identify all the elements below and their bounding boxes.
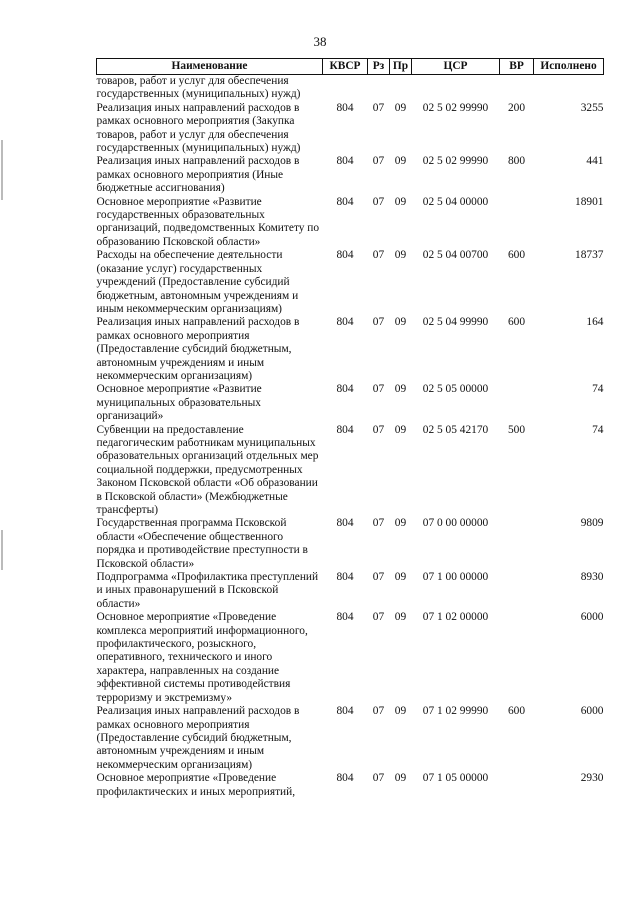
- row-pr: 09: [394, 383, 407, 396]
- row-name: Основное мероприятие «Развитие муниципальных образовательных организаций»: [96, 383, 262, 423]
- row-kvsr: 804: [336, 316, 354, 329]
- table-row: [97, 75, 604, 102]
- row-rz: 07: [372, 772, 385, 785]
- row-csr: 02 5 04 00700: [422, 249, 489, 262]
- row-rz: [368, 75, 390, 102]
- row-csr: 02 5 02 99990: [422, 155, 489, 168]
- row-done: 8930: [580, 571, 604, 584]
- row-kvsr: 804: [336, 705, 354, 718]
- row-name: Подпрограмма «Профилактика преступлений и иных правонарушений в Псковской области»: [96, 571, 319, 610]
- row-pr: 09: [394, 611, 407, 624]
- row-pr: 09: [394, 423, 407, 436]
- row-rz: 07: [372, 383, 385, 396]
- row-rz: 07: [372, 705, 385, 718]
- table-row: [97, 611, 604, 705]
- row-done: 9809: [580, 517, 604, 530]
- row-name: Расходы на обеспечение деятельности (оказание услуг) государственных учреждений (Предоставление субсидий бюджетным, автономным учреждениям и иным некоммерческим организациям): [96, 249, 299, 315]
- row-rz: 07: [372, 517, 385, 530]
- row-vr: 600: [507, 316, 526, 329]
- row-name: Основное мероприятие «Проведение профилактических и иных мероприятий,: [96, 772, 296, 798]
- scan-edge-mark: [1, 140, 3, 200]
- header-vr: ВР: [500, 59, 534, 75]
- row-name: товаров, работ и услуг для обеспечения государственных (муниципальных) нужд): [96, 75, 301, 101]
- row-csr: 07 0 00 00000: [422, 517, 489, 530]
- row-done: 74: [592, 423, 604, 436]
- row-vr: 200: [507, 101, 526, 114]
- row-name: Реализация иных направлений расходов в рамках основного мероприятия (Предоставление субсидий бюджетным, автономным учреждениям и иным некоммерческим организациям): [96, 705, 300, 771]
- row-csr: [412, 75, 500, 102]
- row-csr: 07 1 00 00000: [422, 571, 489, 584]
- table-row: [97, 102, 604, 156]
- header-done: Исполнено: [534, 59, 604, 75]
- row-done: 164: [586, 316, 604, 329]
- row-csr: 07 1 02 99990: [422, 705, 489, 718]
- row-vr: 800: [507, 155, 526, 168]
- row-name: Реализация иных направлений расходов в рамках основного мероприятия (Иные бюджетные ассигнования): [96, 155, 300, 195]
- row-rz: 07: [372, 611, 385, 624]
- row-name: Реализация иных направлений расходов в рамках основного мероприятия (Закупка товаров, работ и услуг для обеспечения государственных (муниципальных) нужд): [96, 101, 301, 155]
- row-vr: 600: [507, 249, 526, 262]
- budget-table: [96, 58, 604, 799]
- header-kvsr: КВСР: [323, 59, 368, 75]
- table-row: [97, 517, 604, 571]
- row-vr: [500, 75, 534, 102]
- row-rz: 07: [372, 155, 385, 168]
- row-done: [534, 75, 604, 102]
- row-csr: 02 5 05 00000: [422, 383, 489, 396]
- row-pr: 09: [394, 517, 407, 530]
- table-body: [97, 75, 604, 799]
- table-header-row: [97, 59, 604, 75]
- row-rz: 07: [372, 571, 385, 584]
- row-vr: [500, 196, 534, 250]
- row-csr: 02 5 02 99990: [422, 101, 489, 114]
- row-kvsr: 804: [336, 772, 354, 785]
- row-name: Основное мероприятие «Проведение комплекса мероприятий информационного, профилактического, розыскного, оперативного, технического и иного характера, направленных на создание эффективной системы противодействия терроризму и экстремизму»: [96, 611, 308, 704]
- header-csr: ЦСР: [412, 59, 500, 75]
- row-pr: 09: [394, 705, 407, 718]
- row-csr: 07 1 02 00000: [422, 611, 489, 624]
- row-csr: 07 1 05 00000: [422, 772, 489, 785]
- row-csr: 02 5 04 99990: [422, 316, 489, 329]
- row-vr: [500, 383, 534, 423]
- row-done: 441: [586, 155, 604, 168]
- row-done: 6000: [580, 705, 604, 718]
- row-name: Субвенции на предоставление педагогическим работникам муниципальных образовательных организаций отдельных мер социальной поддержки, предусмотренных Законом Псковской области «Об образовании в Псковской области» (Межбюджетные трансферты): [96, 423, 319, 516]
- row-vr: [500, 571, 534, 611]
- table-row: [97, 705, 604, 772]
- table-row: [97, 383, 604, 423]
- row-rz: 07: [372, 249, 385, 262]
- row-rz: 07: [372, 195, 385, 208]
- row-name: Основное мероприятие «Развитие государственных образовательных организаций, подведомственных Комитету по образованию Псковской области»: [96, 195, 320, 248]
- table-row: [97, 249, 604, 316]
- row-pr: 09: [394, 155, 407, 168]
- row-pr: 09: [394, 195, 407, 208]
- row-vr: [500, 611, 534, 705]
- row-done: 6000: [580, 611, 604, 624]
- row-kvsr: 804: [336, 195, 354, 208]
- row-vr: 500: [507, 423, 526, 436]
- table-row: [97, 316, 604, 383]
- row-kvsr: 804: [336, 611, 354, 624]
- row-pr: 09: [394, 772, 407, 785]
- row-vr: [500, 772, 534, 799]
- row-kvsr: 804: [336, 249, 354, 262]
- row-csr: 02 5 05 42170: [422, 423, 489, 436]
- row-pr: 09: [394, 316, 407, 329]
- row-csr: 02 5 04 00000: [422, 195, 489, 208]
- header-name: Наименование: [97, 59, 323, 75]
- row-done: 74: [592, 383, 604, 396]
- row-vr: [500, 517, 534, 571]
- row-name: Реализация иных направлений расходов в рамках основного мероприятия (Предоставление субсидий бюджетным, автономным учреждениям и иным некоммерческим организациям): [96, 316, 300, 382]
- row-done: 3255: [580, 101, 604, 114]
- row-name: Государственная программа Псковской области «Обеспечение общественного порядка и противодействие преступности в Псковской области»: [96, 517, 308, 570]
- scan-edge-mark: [1, 530, 3, 570]
- row-pr: 09: [394, 101, 407, 114]
- table-row: [97, 196, 604, 250]
- row-rz: 07: [372, 423, 385, 436]
- row-kvsr: [323, 75, 368, 102]
- row-rz: 07: [372, 316, 385, 329]
- row-kvsr: 804: [336, 155, 354, 168]
- row-done: 18737: [575, 249, 604, 262]
- row-kvsr: 804: [336, 517, 354, 530]
- row-kvsr: 804: [336, 101, 354, 114]
- table-row: [97, 571, 604, 611]
- table-row: [97, 772, 604, 799]
- table-row: [97, 424, 604, 518]
- row-kvsr: 804: [336, 383, 354, 396]
- table-row: [97, 155, 604, 195]
- row-done: 18901: [575, 195, 604, 208]
- row-pr: 09: [394, 571, 407, 584]
- header-pr: Пр: [390, 59, 412, 75]
- row-kvsr: 804: [336, 571, 354, 584]
- row-kvsr: 804: [336, 423, 354, 436]
- row-pr: 09: [394, 249, 407, 262]
- row-done: 2930: [580, 772, 604, 785]
- row-pr: [390, 75, 412, 102]
- header-rz: Рз: [368, 59, 390, 75]
- row-vr: 600: [507, 705, 526, 718]
- row-rz: 07: [372, 101, 385, 114]
- page-number: 38: [313, 34, 327, 49]
